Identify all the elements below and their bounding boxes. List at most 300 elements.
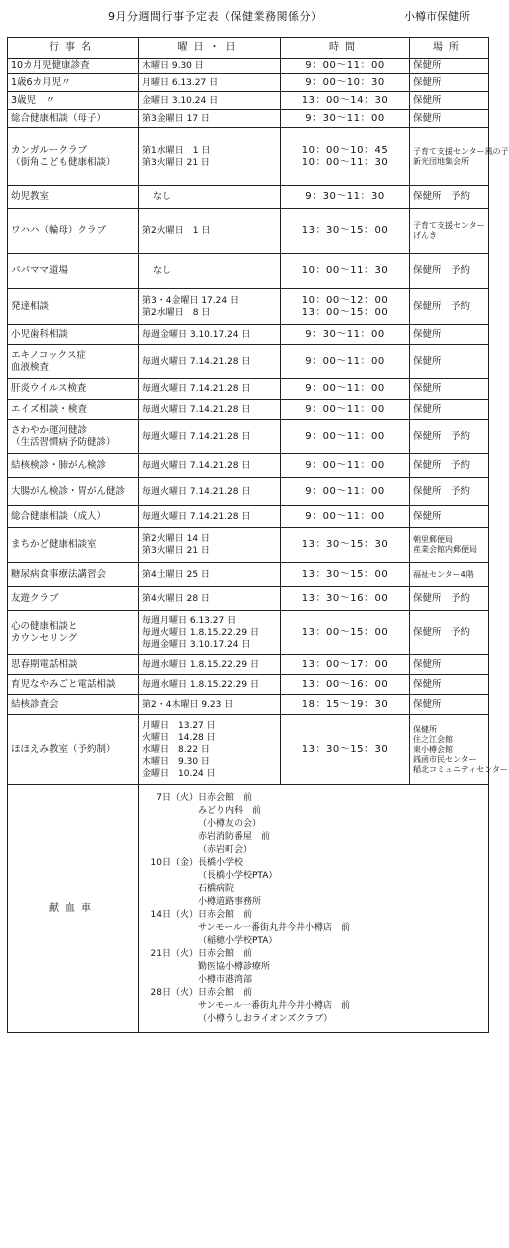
event-name-cell — [8, 695, 139, 715]
day-line: 毎週火曜日 1.8.15.22.29 日 — [142, 627, 259, 638]
day-cell — [139, 715, 281, 785]
event-name-cell — [8, 506, 139, 528]
event-name-cell — [8, 289, 139, 325]
blood-donation-location: みどり内科 前 — [198, 805, 262, 816]
event-name-line: 結核診査会 — [11, 698, 59, 710]
day-line: 第4土曜日 25 日 — [142, 569, 210, 580]
day-line: 水曜日 8.22 日 — [142, 744, 210, 755]
time-line: 13：30〜15：30 — [301, 743, 389, 755]
day-cell — [139, 110, 281, 128]
blood-donation-location: 日赤会館 前 — [198, 909, 253, 920]
table-row — [8, 454, 489, 478]
time-cell — [281, 528, 410, 563]
blood-donation-location: 日赤会館 前 — [198, 948, 253, 959]
place-line: 保健所 — [413, 76, 442, 88]
place-cell — [410, 128, 509, 186]
day-cell — [139, 420, 281, 454]
table-row — [8, 506, 489, 528]
day-cell — [139, 345, 281, 379]
time-line: 10：00〜11：30 — [301, 265, 389, 276]
column-header-time: 時間 — [281, 38, 410, 59]
place-line: 保健所 — [413, 112, 442, 124]
day-line: 毎週水曜日 1.8.15.22.29 日 — [142, 679, 259, 690]
day-line: 第2・4木曜日 9.23 日 — [142, 699, 234, 710]
blood-donation-date: 14日（火） — [150, 909, 198, 920]
event-name-cell — [8, 420, 139, 454]
day-cell — [139, 59, 281, 74]
day-cell — [139, 563, 281, 587]
page-title: 9月分週間行事予定表（保健業務関係分） — [108, 10, 323, 23]
day-cell — [139, 528, 281, 563]
place-cell — [410, 254, 489, 289]
time-cell — [281, 478, 410, 506]
day-line: なし — [153, 266, 172, 276]
time-line: 9：00〜11：00 — [305, 510, 385, 522]
time-cell — [281, 675, 410, 695]
event-name-line: パパママ道場 — [11, 265, 69, 276]
day-line: 毎週月曜日 6.13.27 日 — [142, 615, 237, 626]
event-name-cell — [8, 59, 139, 74]
time-cell — [281, 209, 410, 254]
day-cell — [139, 254, 281, 289]
table-row — [8, 655, 489, 675]
time-cell — [281, 59, 410, 74]
day-cell — [139, 695, 281, 715]
day-cell — [139, 289, 281, 325]
place-line: 東小樽会館 — [413, 744, 453, 754]
day-line: 金曜日 10.24 日 — [142, 768, 216, 779]
place-line: 保健所 — [413, 355, 442, 367]
column-header-event: 行事名 — [8, 38, 139, 59]
blood-donation-entry — [142, 844, 485, 857]
table-row — [8, 209, 489, 254]
day-line: 毎週火曜日 7.14.21.28 日 — [142, 511, 251, 522]
table-row — [8, 611, 489, 655]
time-cell — [281, 289, 410, 325]
event-name-cell — [8, 563, 139, 587]
event-name-line: カンガルークラブ — [11, 144, 88, 156]
event-name-line: （街角こども健康相談） — [11, 156, 116, 168]
event-name-line: 1歳6カ月児〃 — [11, 76, 71, 88]
day-cell — [139, 209, 281, 254]
day-line: 毎週火曜日 7.14.21.28 日 — [142, 404, 251, 415]
place-cell — [410, 400, 489, 420]
day-line: 毎週金曜日 3.10.17.24 日 — [142, 639, 251, 650]
table-row — [8, 420, 489, 454]
day-cell — [139, 186, 281, 209]
time-line: 13：00〜14：30 — [301, 94, 389, 106]
place-cell — [410, 715, 508, 785]
blood-donation-location: サンモール一番街丸井今井小樽店 前 — [198, 1000, 351, 1011]
day-cell — [139, 454, 281, 478]
event-name-cell — [8, 209, 139, 254]
time-cell — [281, 254, 410, 289]
table-row — [8, 186, 489, 209]
blood-donation-location: （稲穂小学校PTA） — [198, 935, 278, 946]
place-cell — [410, 289, 489, 325]
day-line: 毎週火曜日 7.14.21.28 日 — [142, 384, 251, 394]
day-line: 毎週火曜日 7.14.21.28 日 — [142, 431, 251, 442]
day-cell — [139, 379, 281, 400]
time-line: 9：00〜11：00 — [305, 430, 385, 442]
table-row — [8, 715, 489, 785]
day-line: なし — [153, 192, 172, 202]
event-name-cell — [8, 715, 139, 785]
day-line: 木曜日 9.30 日 — [142, 61, 204, 71]
day-line: 火曜日 14.28 日 — [142, 732, 216, 743]
table-row — [8, 478, 489, 506]
day-line: 第3火曜日 21 日 — [142, 157, 210, 168]
place-cell — [410, 420, 489, 454]
day-cell — [139, 655, 281, 675]
day-cell — [139, 478, 281, 506]
blood-donation-date: 21日（火） — [150, 948, 198, 959]
day-cell — [139, 92, 281, 110]
day-line: 毎週火曜日 7.14.21.28 日 — [142, 486, 251, 497]
time-line: 9：00〜11：00 — [305, 60, 385, 71]
event-name-line: 大腸がん検診・胃がん健診 — [11, 485, 126, 497]
blood-donation-row — [8, 785, 489, 1033]
event-name-cell — [8, 345, 139, 379]
time-cell — [281, 92, 410, 110]
blood-donation-location: 小樽道路事務所 — [198, 896, 262, 907]
time-line: 9：30〜11：30 — [305, 191, 385, 202]
table-row — [8, 92, 489, 110]
event-name-cell — [8, 655, 139, 675]
day-line: 第3火曜日 21 日 — [142, 546, 210, 556]
place-line: 保健所 — [413, 403, 442, 415]
day-cell — [139, 325, 281, 345]
time-line: 13：30〜15：30 — [301, 539, 389, 550]
schedule-body — [8, 59, 509, 785]
event-name-line: 3歳児 〃 — [11, 94, 56, 106]
place-cell — [410, 92, 489, 110]
day-line: 毎週水曜日 1.8.15.22.29 日 — [142, 659, 259, 670]
column-header-place: 場所 — [410, 38, 489, 59]
day-line: 月曜日 6.13.27 日 — [142, 77, 219, 88]
event-name-line: 総合健康相談（母子） — [11, 112, 107, 124]
place-line: 保健所 予約 — [413, 592, 471, 604]
event-name-line: 幼児教室 — [11, 191, 50, 202]
time-line: 9：30〜11：00 — [305, 112, 385, 124]
place-line: 保健所 予約 — [413, 430, 471, 442]
table-row — [8, 400, 489, 420]
day-line: 第2火曜日 14 日 — [142, 534, 210, 544]
time-cell — [281, 563, 410, 587]
blood-donation-entry — [142, 948, 485, 961]
blood-donation-location: 勤医協小樽診療所 — [198, 961, 271, 972]
place-line: 保健所 — [413, 510, 442, 522]
place-line: 福祉センター4階 — [413, 569, 474, 579]
table-row — [8, 528, 489, 563]
day-line: 毎週火曜日 7.14.21.28 日 — [142, 460, 251, 471]
blood-donation-entry — [142, 1000, 485, 1013]
blood-donation-entry — [142, 805, 485, 818]
event-name-cell — [8, 611, 139, 655]
table-header-row — [8, 38, 489, 59]
place-cell — [410, 587, 489, 611]
blood-donation-entry — [142, 909, 485, 922]
time-line: 9：30〜11：00 — [305, 328, 385, 340]
day-line: 木曜日 9.30 日 — [142, 756, 210, 767]
place-line: 保健所 予約 — [413, 265, 471, 276]
place-cell — [410, 506, 489, 528]
time-line: 9：00〜10：30 — [305, 76, 385, 88]
event-name-line: エキノコックス症 — [11, 349, 87, 361]
time-cell — [281, 695, 410, 715]
place-cell — [410, 59, 489, 74]
blood-donation-location: サンモール一番街丸井今井小樽店 前 — [198, 922, 351, 933]
day-line: 第2火曜日 1 日 — [142, 226, 211, 236]
time-line: 13：00〜17：00 — [301, 658, 389, 670]
time-cell — [281, 715, 410, 785]
place-line: 保健所 — [413, 383, 442, 394]
office-name: 小樽市保健所 — [404, 10, 470, 23]
day-cell — [139, 611, 281, 655]
time-cell — [281, 110, 410, 128]
place-line: 保健所 予約 — [413, 191, 471, 202]
event-name-cell — [8, 400, 139, 420]
place-line: 保健所 — [413, 94, 442, 106]
table-row — [8, 695, 489, 715]
place-line: 子育て支援センター — [413, 221, 485, 230]
place-cell — [410, 454, 489, 478]
day-line: 金曜日 3.10.24 日 — [142, 95, 219, 106]
blood-donation-location: （長橋小学校PTA） — [198, 870, 278, 881]
event-name-line: 発達相談 — [11, 300, 50, 312]
time-cell — [281, 611, 410, 655]
place-cell — [410, 345, 489, 379]
time-line: 13：30〜15：00 — [301, 225, 389, 236]
day-cell — [139, 400, 281, 420]
event-name-line: 糖尿病食事療法講習会 — [11, 568, 107, 580]
time-line: 9：00〜11：00 — [305, 403, 385, 415]
day-line: 毎週火曜日 7.14.21.28 日 — [142, 356, 251, 367]
day-cell — [139, 128, 281, 186]
place-cell — [410, 325, 489, 345]
blood-donation-location: 日赤会館 前 — [198, 987, 253, 998]
place-cell — [410, 695, 489, 715]
place-line: 保健所 — [413, 328, 442, 340]
day-cell — [139, 74, 281, 92]
place-line: 新光団地集会所 — [413, 156, 469, 166]
place-cell — [410, 611, 489, 655]
place-line: 保健所 予約 — [413, 459, 471, 471]
event-name-line: 10カ月児健康診査 — [11, 60, 90, 71]
time-line: 13：30〜15：00 — [301, 568, 389, 580]
blood-donation-date: 28日（火） — [150, 987, 198, 998]
column-header-day: 曜日・日 — [139, 38, 281, 59]
table-row — [8, 379, 489, 400]
place-cell — [410, 110, 489, 128]
time-line: 13：00〜15：00 — [301, 306, 389, 318]
time-line: 10：00〜11：30 — [301, 156, 389, 168]
event-name-cell — [8, 325, 139, 345]
time-line: 9：00〜11：00 — [305, 383, 385, 394]
blood-donation-location: 長橋小学校 — [198, 857, 244, 868]
place-line: 保健所 — [413, 658, 442, 670]
day-line: 第4火曜日 28 日 — [142, 593, 210, 604]
table-row — [8, 325, 489, 345]
place-cell — [410, 209, 489, 254]
blood-donation-entry — [142, 961, 485, 974]
event-name-cell — [8, 254, 139, 289]
table-row — [8, 74, 489, 92]
time-line: 9：00〜11：00 — [305, 485, 385, 497]
time-line: 9：00〜11：00 — [305, 355, 385, 367]
blood-donation-location: 石橋病院 — [198, 883, 235, 894]
blood-donation-date: 10日（金） — [150, 857, 198, 868]
blood-donation-entry — [142, 1013, 485, 1026]
blood-donation-entry — [142, 935, 485, 948]
blood-donation-location: （小樽友の会） — [198, 818, 262, 829]
day-line: 月曜日 13.27 日 — [142, 720, 216, 731]
time-cell — [281, 74, 410, 92]
blood-donation-schedule — [139, 785, 489, 1033]
event-name-line: 心の健康相談と — [11, 620, 78, 632]
time-line: 18：15〜19：30 — [301, 698, 389, 710]
blood-donation-entry — [142, 922, 485, 935]
place-line: 住之江会館 — [413, 734, 453, 744]
table-row — [8, 59, 489, 74]
time-line: 10：00〜10：45 — [301, 144, 389, 156]
place-cell — [410, 563, 489, 587]
place-line: 保健所 — [413, 698, 442, 710]
place-line: げんき — [413, 231, 437, 240]
time-line: 10：00〜12：00 — [301, 294, 389, 306]
table-row — [8, 587, 489, 611]
event-name-line: 育児なやみごと電話相談 — [11, 678, 116, 690]
event-name-cell — [8, 379, 139, 400]
blood-donation-location: 赤岩消防番屋 前 — [198, 831, 271, 842]
event-name-cell — [8, 587, 139, 611]
event-name-line: 友遊クラブ — [11, 592, 59, 604]
day-line: 第3・4金曜日 17.24 日 — [142, 295, 239, 306]
event-name-line: 血液検査 — [11, 361, 50, 373]
blood-donation-location: （小樽うしおライオンズクラブ） — [198, 1013, 333, 1024]
blood-donation-entry — [142, 987, 485, 1000]
time-cell — [281, 345, 410, 379]
place-line: 保健所 予約 — [413, 626, 471, 638]
event-name-line: 結核検診・肺がん検診 — [11, 459, 107, 471]
event-name-line: （生活習慣病予防健診） — [11, 436, 116, 448]
event-name-cell — [8, 454, 139, 478]
event-name-cell — [8, 478, 139, 506]
time-line: 13：00〜15：00 — [301, 626, 389, 638]
blood-donation-entry — [142, 857, 485, 870]
table-row — [8, 254, 489, 289]
blood-donation-entry — [142, 883, 485, 896]
event-name-cell — [8, 110, 139, 128]
place-line: 産業会館内郵便局 — [413, 545, 477, 554]
day-cell — [139, 675, 281, 695]
place-line: 稲北コミュニティセンター — [413, 764, 508, 774]
place-line: 子育て支援センター風の子 — [413, 146, 509, 156]
table-row — [8, 345, 489, 379]
place-line: 保健所 予約 — [413, 300, 471, 312]
day-cell — [139, 506, 281, 528]
event-name-cell — [8, 186, 139, 209]
place-line: 保健所 — [413, 678, 442, 690]
blood-donation-label: 献血車 — [8, 785, 139, 1033]
table-row — [8, 289, 489, 325]
place-cell — [410, 478, 489, 506]
blood-donation-location: 小樽市港湾部 — [198, 974, 253, 985]
place-line: 保健所 予約 — [413, 485, 471, 497]
table-row — [8, 110, 489, 128]
time-cell — [281, 454, 410, 478]
event-name-line: 総合健康相談（成人） — [11, 510, 107, 522]
time-cell — [281, 400, 410, 420]
blood-donation-entry — [142, 831, 485, 844]
place-cell — [410, 675, 489, 695]
blood-donation-location: 日赤会館 前 — [198, 792, 253, 803]
place-line: 朝里郵便局 — [413, 535, 453, 544]
time-line: 9：00〜11：00 — [305, 459, 385, 471]
event-name-line: まちかど健康相談室 — [11, 539, 97, 550]
place-cell — [410, 379, 489, 400]
event-name-line: 小児歯科相談 — [11, 328, 69, 340]
place-line: 銭函市民センター — [413, 754, 477, 764]
day-line: 第3金曜日 17 日 — [142, 113, 210, 124]
day-cell — [139, 587, 281, 611]
time-cell — [281, 186, 410, 209]
event-name-line: さわやか運河健診 — [11, 424, 88, 436]
event-name-line: 肝炎ウイルス検査 — [11, 383, 87, 394]
day-line: 毎週金曜日 3.10.17.24 日 — [142, 329, 251, 340]
day-line: 第1水曜日 1 日 — [142, 145, 211, 156]
place-line: 保健所 — [413, 60, 442, 71]
place-cell — [410, 74, 489, 92]
event-name-line: カウンセリング — [11, 632, 78, 644]
place-cell — [410, 528, 489, 563]
time-cell — [281, 506, 410, 528]
day-line: 第2水曜日 8 日 — [142, 307, 211, 318]
blood-donation-entry — [142, 896, 485, 909]
event-name-line: ほほえみ教室（予約制） — [11, 743, 116, 755]
time-cell — [281, 587, 410, 611]
place-cell — [410, 186, 489, 209]
table-row — [8, 563, 489, 587]
place-cell — [410, 655, 489, 675]
event-name-cell — [8, 528, 139, 563]
blood-donation-entry — [142, 818, 485, 831]
event-name-line: エイズ相談・検査 — [11, 403, 87, 415]
blood-donation-entry — [142, 974, 485, 987]
time-cell — [281, 655, 410, 675]
event-name-cell — [8, 128, 139, 186]
time-line: 13：00〜16：00 — [301, 678, 389, 690]
time-cell — [281, 325, 410, 345]
event-name-cell — [8, 74, 139, 92]
event-name-cell — [8, 92, 139, 110]
time-line: 13：30〜16：00 — [301, 592, 389, 604]
table-row — [8, 675, 489, 695]
time-cell — [281, 420, 410, 454]
time-cell — [281, 379, 410, 400]
blood-donation-location: （赤岩町会） — [198, 844, 253, 855]
table-row — [8, 128, 489, 186]
blood-donation-entry — [142, 792, 485, 805]
event-name-cell — [8, 675, 139, 695]
blood-donation-entry — [142, 870, 485, 883]
place-line: 保健所 — [413, 724, 437, 734]
event-name-line: ワハハ（輪母）クラブ — [11, 225, 107, 236]
event-name-line: 思春期電話相談 — [11, 658, 78, 670]
blood-donation-date: 7日（火） — [156, 792, 198, 803]
schedule-table — [7, 37, 509, 1033]
time-cell — [281, 128, 410, 186]
